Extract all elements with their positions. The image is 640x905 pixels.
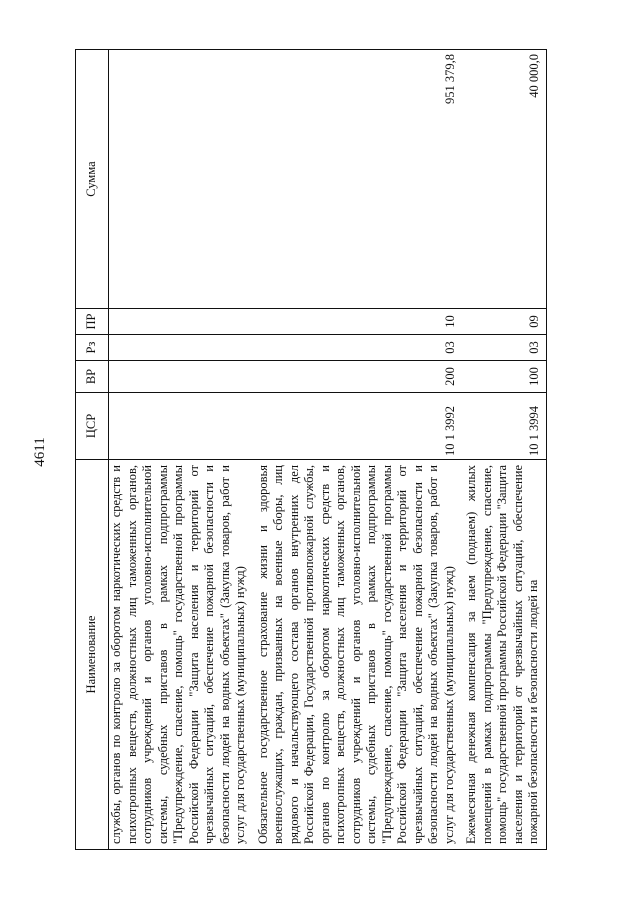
header-pr: ПР [76, 309, 109, 335]
row-vr [109, 361, 253, 393]
page-number: 4611 [32, 437, 48, 467]
row-name: Ежемесячная денежная компенсация за наем (поднаем) жилых помещений в рамках подпрограммы "Предупреждение, спасение, помощь" государственной программы Российской Федерации "Защита населения и территорий от чрезвычайных ситуаций, обеспечение пожарной безопасности и безопасности людей на [461, 460, 546, 850]
row-pr: 09 [461, 309, 546, 335]
row-rz [109, 335, 253, 361]
header-csr: ЦСР [76, 393, 109, 460]
row-csr: 10 1 3994 [461, 393, 546, 460]
row-rz: 03 [461, 335, 546, 361]
header-vr: ВР [76, 361, 109, 393]
table-row [461, 50, 546, 850]
row-sum: 40 000,0 [461, 50, 546, 309]
row-name: службы, органов по контролю за оборотом наркотических средств и психотропных веществ, должностных лиц таможенных органов, сотрудников учреждений и органов уголовно-исполнительной системы, судебных приставов в рамках подпрограммы "Предупреждение, спасение, помощь" государственной программы Российской Федерации "Защита населения и территорий от чрезвычайных ситуаций, обеспечение пожарной безопасности и безопасности людей на водных объектах" (Закупка товаров, работ и услуг для государственных (муниципальных) нужд) [109, 460, 253, 850]
row-pr [109, 309, 253, 335]
row-name: Обязательное государственное страхование жизни и здоровья военнослужащих, граждан, призванных на военные сборы, лиц рядового и начальствующего состава органов внутренних дел Российской Федерации, Государственной противопожарной службы, органов по контролю за оборотом наркотических средств и психотропных веществ, должностных лиц таможенных органов, сотрудников учреждений и органов уголовно-исполнительной системы, судебных приставов в рамках подпрограммы "Предупреждение, спасение, помощь" государственной программы Российской Федерации "Защита населения и территорий от чрезвычайных ситуаций, обеспечение пожарной безопасности и безопасности людей на водных объектах" (Закупка товаров, работ и услуг для государственных (муниципальных) нужд) [253, 460, 462, 850]
row-rz: 03 [253, 335, 462, 361]
row-vr: 200 [253, 361, 462, 393]
header-sum: Сумма [76, 50, 109, 309]
row-sum: 951 379,8 [253, 50, 462, 309]
row-csr [109, 393, 253, 460]
row-sum [109, 50, 253, 309]
table-row [253, 50, 462, 850]
rotated-table-container [75, 50, 609, 850]
row-pr: 10 [253, 309, 462, 335]
header-row [76, 50, 109, 850]
row-csr: 10 1 3992 [253, 393, 462, 460]
budget-table [75, 49, 547, 850]
header-rz: Рз [76, 335, 109, 361]
header-name: Наименование [76, 460, 109, 850]
table-row [109, 50, 253, 850]
row-vr: 100 [461, 361, 546, 393]
